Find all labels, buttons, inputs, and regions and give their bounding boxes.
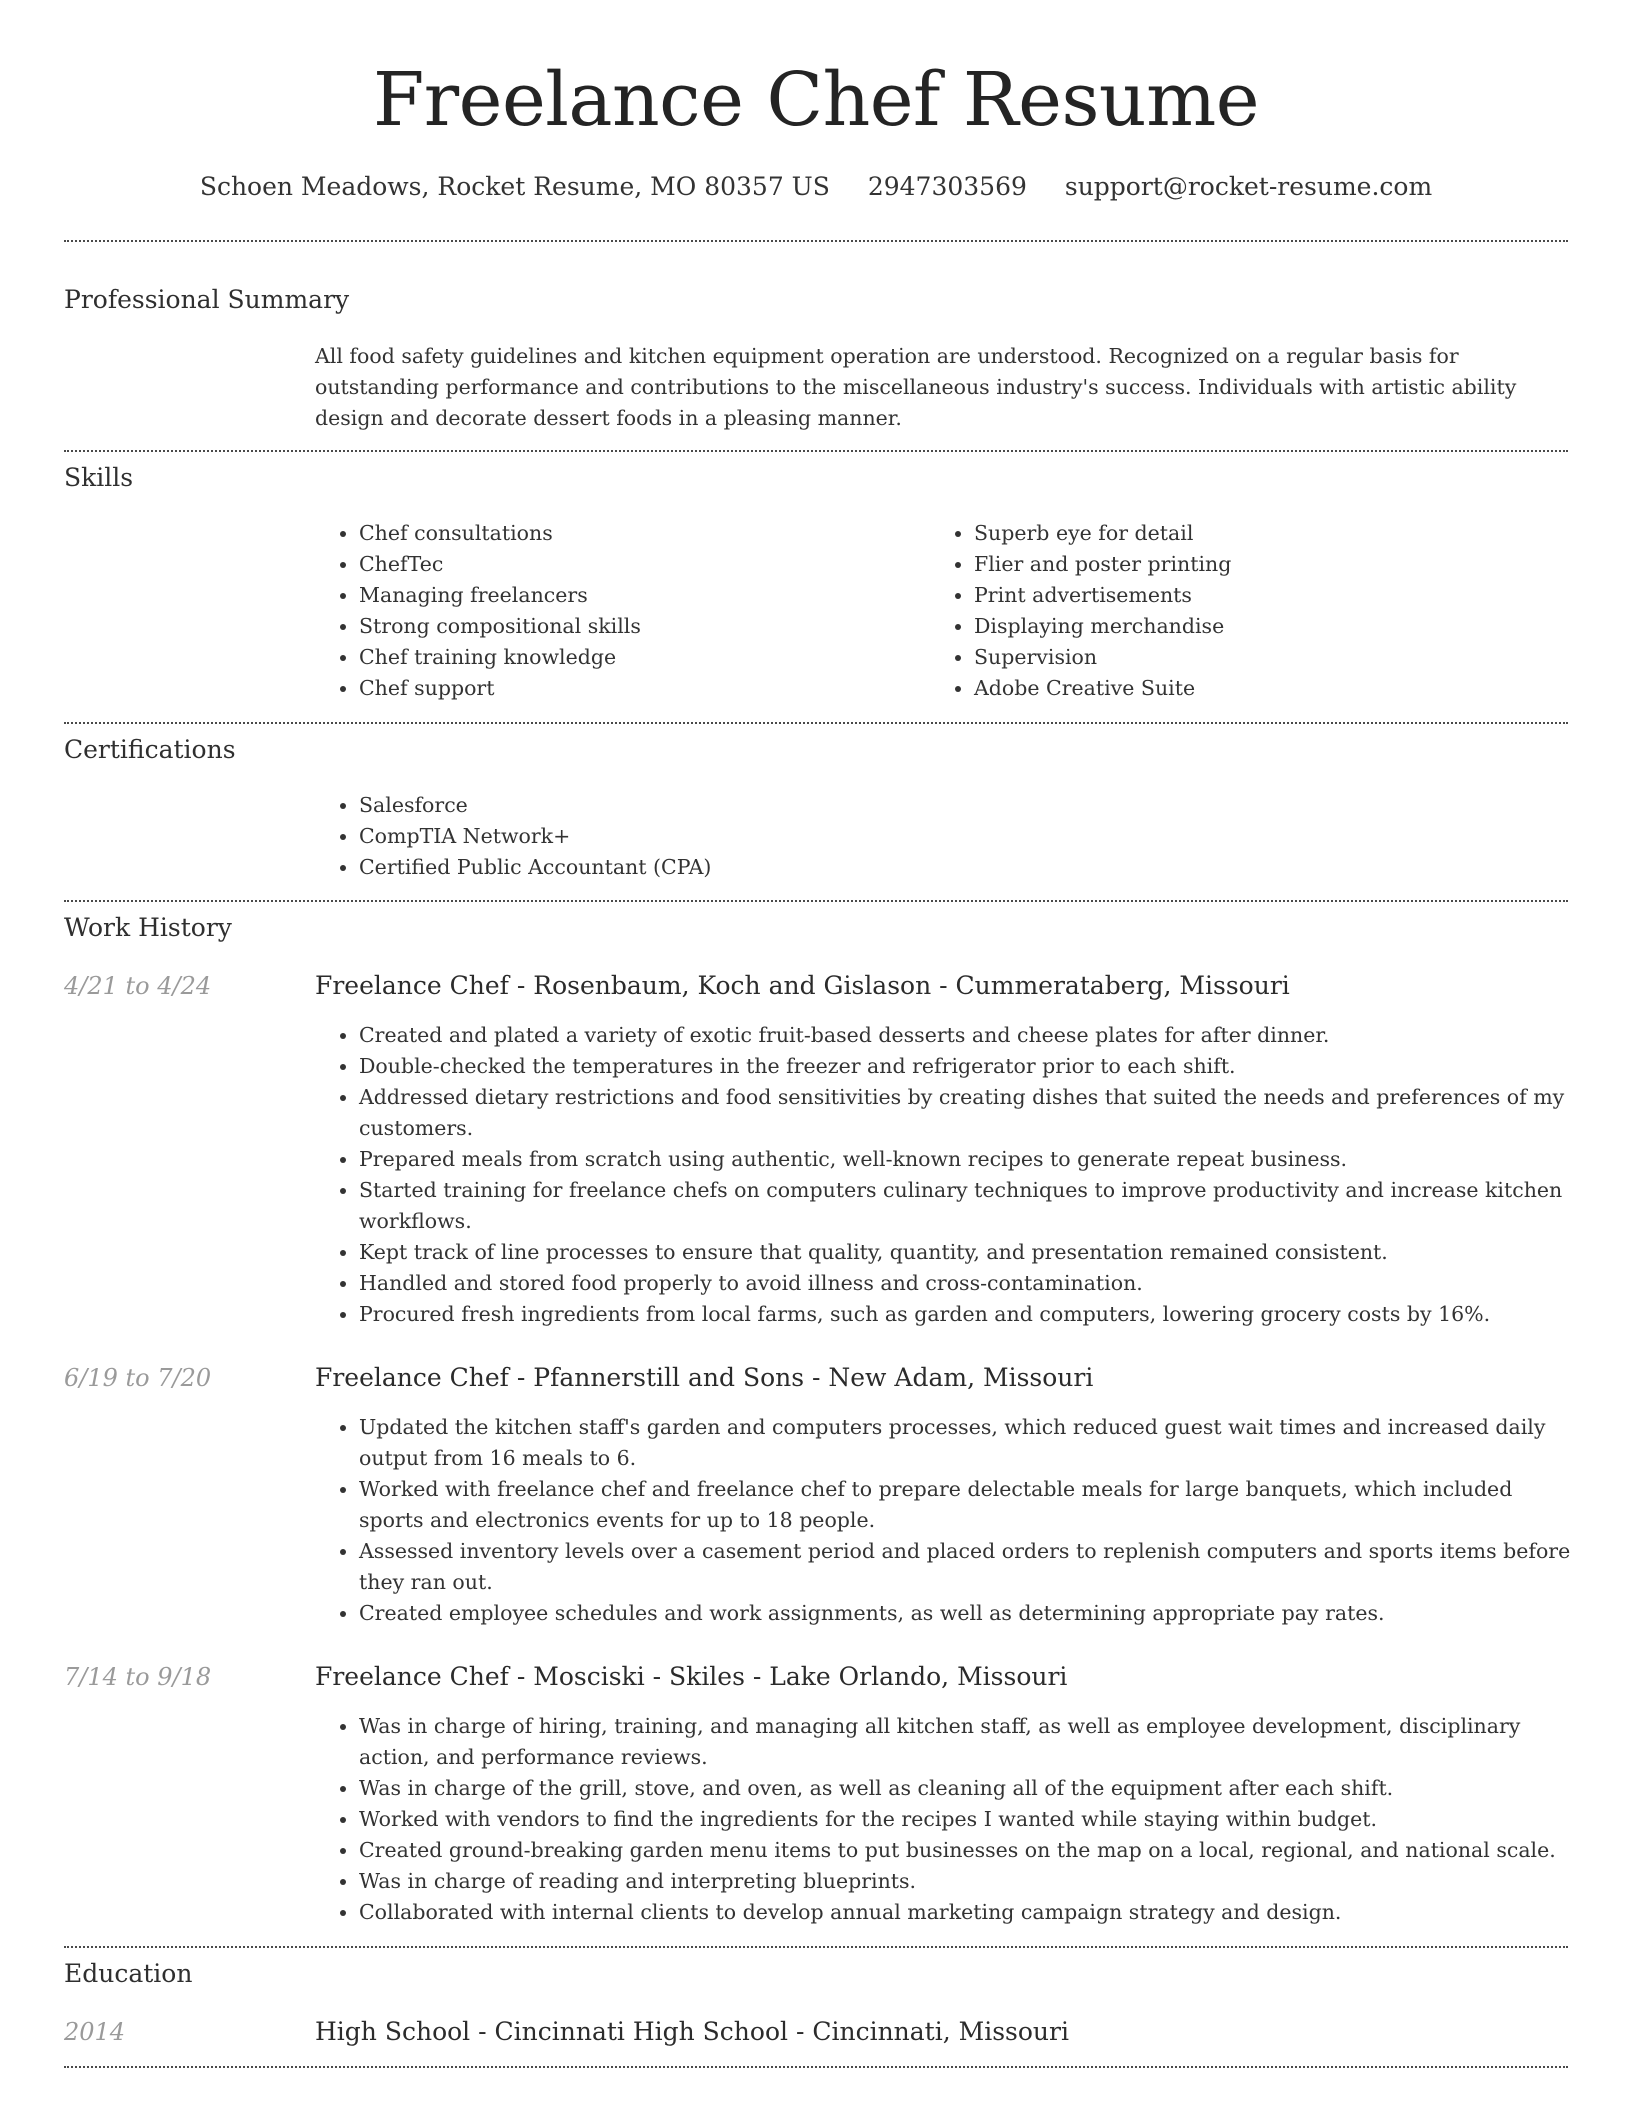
certification-item: • Salesforce [359, 790, 1559, 821]
skill-item: • Chef training knowledge [359, 642, 919, 673]
skills-list-right [930, 518, 1574, 704]
skill-item: • Superb eye for detail [974, 518, 1574, 549]
contact-address: Schoen Meadows, Rocket Resume, MO 80357 US [199, 172, 830, 201]
section-divider [64, 240, 1568, 242]
job-bullet: • Handled and stored food properly to avoid illness and cross-contamination. [359, 1268, 1571, 1299]
job-bullet: • Created and plated a variety of exotic fruit-based desserts and cheese plates for after dinner. [359, 1020, 1571, 1051]
skill-item: • Displaying merchandise [974, 611, 1574, 642]
resume-title: Freelance Chef Resume [372, 57, 1260, 143]
job-bullets [315, 1020, 1571, 1330]
job-bullet: • Worked with vendors to find the ingredients for the recipes I wanted while staying within budget. [359, 1804, 1571, 1835]
contact-line [0, 170, 1632, 204]
job-bullets [315, 1412, 1571, 1629]
job-title: Freelance Chef - Mosciski - Skiles - Lake Orlando, Missouri [315, 1662, 1068, 1691]
job-dates: 4/21 to 4/24 [64, 972, 212, 1000]
job-bullet: • Assessed inventory levels over a casement period and placed orders to replenish computers and sports items before they ran out. [359, 1536, 1571, 1598]
job-bullet: • Prepared meals from scratch using authentic, well-known recipes to generate repeat business. [359, 1144, 1571, 1175]
certifications-heading: Certifications [64, 735, 236, 764]
job-bullet: • Was in charge of hiring, training, and managing all kitchen staff, as well as employee development, disciplinary action, and performance reviews. [359, 1711, 1571, 1773]
summary-text: All food safety guidelines and kitchen equipment operation are understood. Recognized on a regular basis for outstanding performance and contributions to the miscellaneous industry's success. Individuals with artistic ability design and decorate dessert foods in a pleasing manner. [315, 344, 1517, 430]
job-dates: 6/19 to 7/20 [64, 1364, 212, 1392]
skill-item: • Flier and poster printing [974, 549, 1574, 580]
job-bullet: • Updated the kitchen staff's garden and computers processes, which reduced guest wait times and increased daily output from 16 meals to 6. [359, 1412, 1571, 1474]
job-bullet: • Was in charge of the grill, stove, and oven, as well as cleaning all of the equipment after each shift. [359, 1773, 1571, 1804]
job-bullet: • Collaborated with internal clients to develop annual marketing campaign strategy and design. [359, 1897, 1571, 1928]
skill-item: • Managing freelancers [359, 580, 919, 611]
skill-item: • Strong compositional skills [359, 611, 919, 642]
job-bullet: • Kept track of line processes to ensure that quality, quantity, and presentation remained consistent. [359, 1237, 1571, 1268]
contact-email: support@rocket-resume.com [1064, 172, 1433, 201]
section-divider [64, 722, 1568, 724]
job-bullet: • Created ground-breaking garden menu items to put businesses on the map on a local, regional, and national scale. [359, 1835, 1571, 1866]
job-bullet: • Procured fresh ingredients from local farms, such as garden and computers, lowering grocery costs by 16%. [359, 1299, 1571, 1330]
job-bullet: • Addressed dietary restrictions and food sensitivities by creating dishes that suited the needs and preferences of my customers. [359, 1082, 1571, 1144]
job-bullets [315, 1711, 1571, 1928]
skill-item: • Chef support [359, 673, 919, 704]
job-bullet: • Worked with freelance chef and freelance chef to prepare delectable meals for large banquets, which included sports and electronics events for up to 18 people. [359, 1474, 1571, 1536]
skill-item: • Print advertisements [974, 580, 1574, 611]
certifications-list [315, 790, 1559, 883]
education-heading: Education [64, 1959, 193, 1988]
skill-item: • Chef consultations [359, 518, 919, 549]
skill-item: • Supervision [974, 642, 1574, 673]
contact-phone: 2947303569 [867, 172, 1027, 201]
job-bullet: • Was in charge of reading and interpreting blueprints. [359, 1866, 1571, 1897]
skills-heading: Skills [64, 463, 134, 492]
certification-item: • CompTIA Network+ [359, 821, 1559, 852]
section-divider [64, 450, 1568, 452]
skills-list-left [315, 518, 919, 704]
job-bullet: • Double-checked the temperatures in the freezer and refrigerator prior to each shift. [359, 1051, 1571, 1082]
section-divider [64, 900, 1568, 902]
job-bullet: • Created employee schedules and work assignments, as well as determining appropriate pay rates. [359, 1598, 1571, 1629]
summary-heading: Professional Summary [64, 285, 350, 314]
work-history-heading: Work History [64, 913, 232, 942]
job-title: Freelance Chef - Rosenbaum, Koch and Gislason - Cummerataberg, Missouri [315, 971, 1290, 1000]
section-divider [64, 2066, 1568, 2068]
job-dates: 7/14 to 9/18 [64, 1663, 212, 1691]
certification-item: • Certified Public Accountant (CPA) [359, 852, 1559, 883]
job-title: Freelance Chef - Pfannerstill and Sons - New Adam, Missouri [315, 1363, 1094, 1392]
skill-item: • Adobe Creative Suite [974, 673, 1574, 704]
skill-item: • ChefTec [359, 549, 919, 580]
section-divider [64, 1946, 1568, 1948]
education-entry: High School - Cincinnati High School - Cincinnati, Missouri [315, 2017, 1069, 2046]
job-bullet: • Started training for freelance chefs on computers culinary techniques to improve productivity and increase kitchen workflows. [359, 1175, 1571, 1237]
education-year: 2014 [64, 2018, 126, 2046]
